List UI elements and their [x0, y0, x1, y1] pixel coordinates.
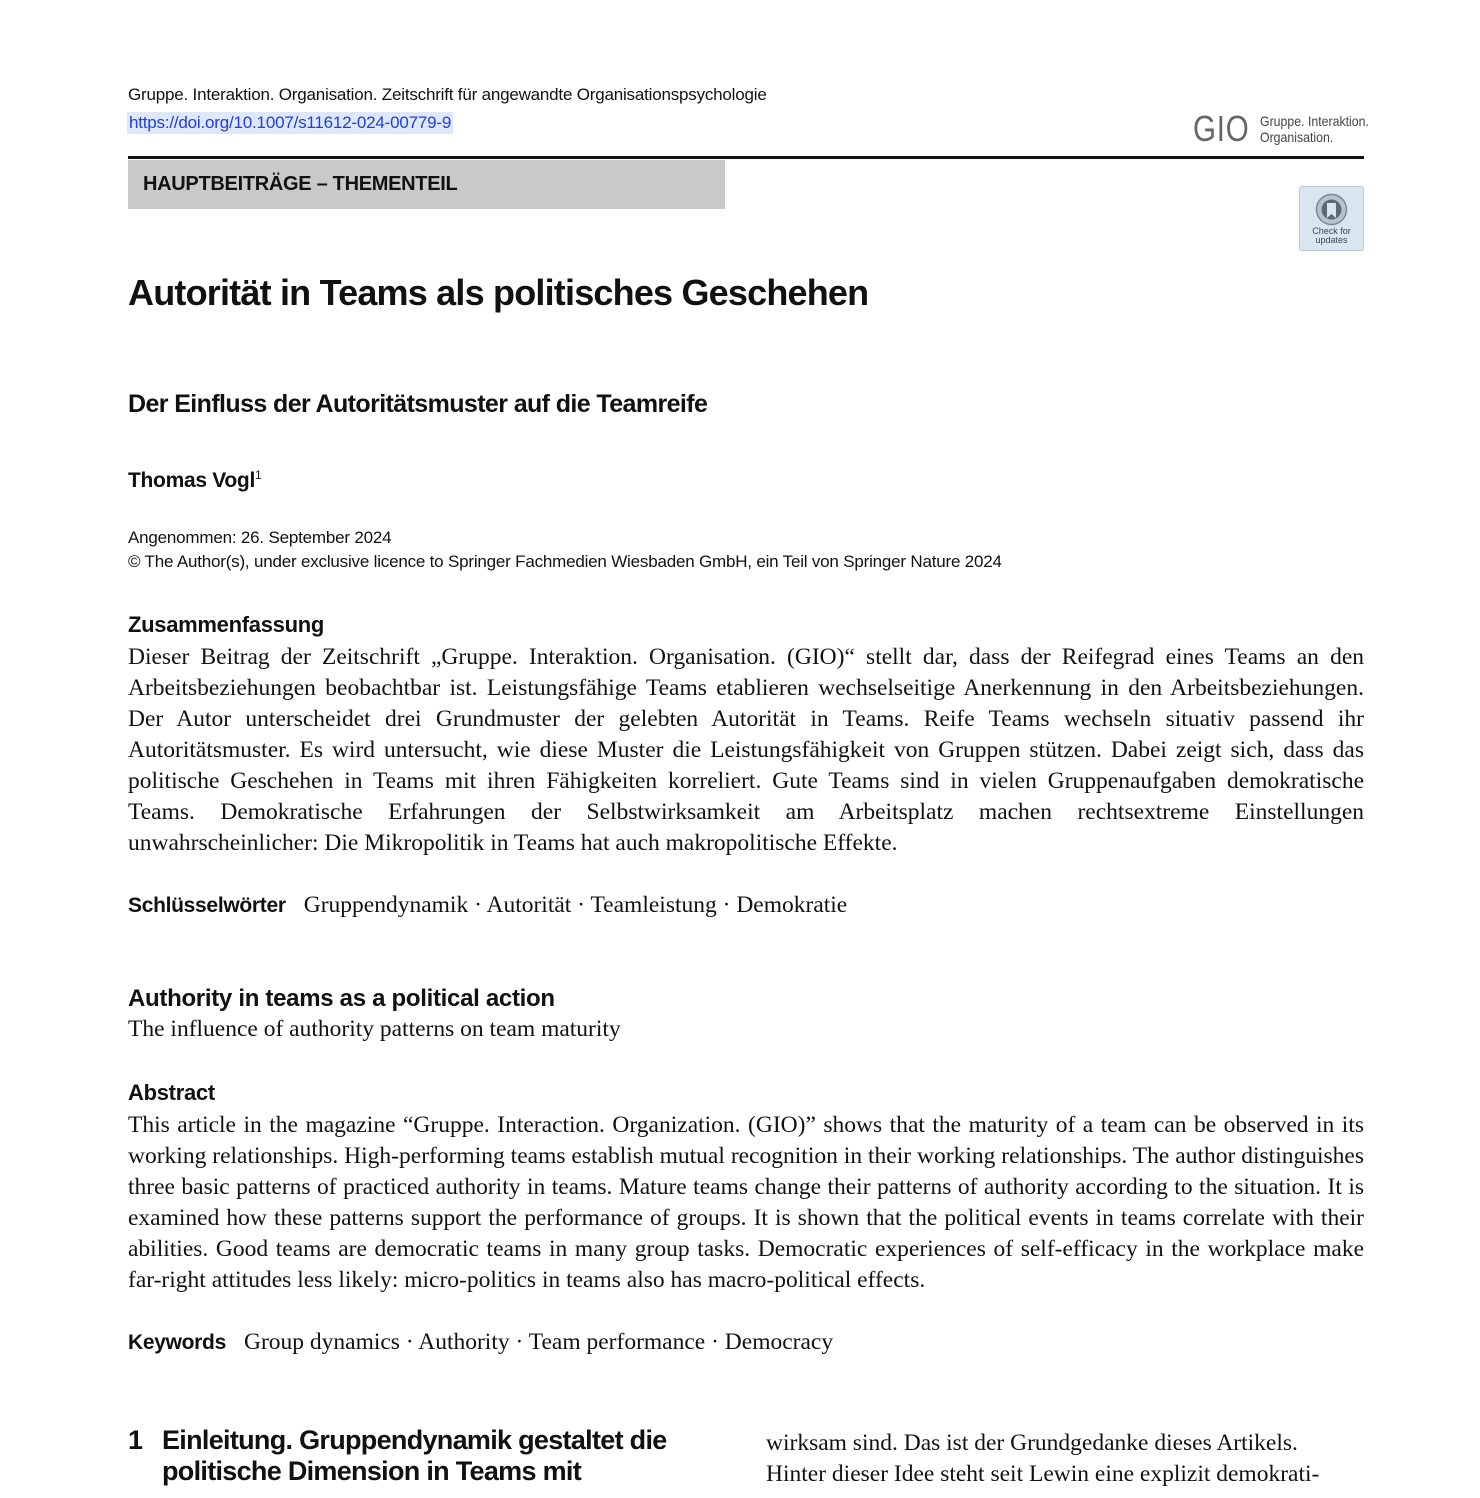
updates-icon: [1315, 193, 1348, 226]
english-keywords: [128, 1329, 833, 1356]
introduction-line-1: wirksam sind. Das ist der Grundgedanke dieses Artikels.: [766, 1430, 1298, 1456]
abstract-heading: Abstract: [128, 1080, 215, 1105]
updates-line-2: updates: [1315, 235, 1348, 245]
doi-link[interactable]: https://doi.org/10.1007/s11612-024-00779-9: [129, 113, 452, 132]
header-rule: [128, 156, 1364, 159]
logo-text: [1260, 113, 1369, 145]
author-name[interactable]: Thomas Vogl: [128, 469, 255, 492]
category-label: HAUPTBEITRÄGE – THEMENTEIL: [143, 173, 458, 195]
logo-line-2: Organisation.: [1260, 129, 1334, 145]
author-line: [128, 468, 261, 493]
check-for-updates-button[interactable]: [1299, 186, 1364, 251]
zusammenfassung-text: Dieser Beitrag der Zeitschrift „Gruppe. Interaktion. Organisation. (GIO)“ stellt dar, dass der Reifegrad eines Teams an den Arbeitsbeziehungen beobachtbar ist. Leistungsfähige Teams etablieren wechselseitige Anerkennung in den Arbeitsbeziehungen. Der Autor unterscheidet drei Grundmuster der gelebten Autorität in Teams. Reife Teams wechseln situativ passend ihr Autoritätsmuster. Es wird untersucht, wie diese Muster die Leistungsfähigkeit von Gruppen stützen. Dabei zeigt sich, dass das politische Geschehen in Teams mit ihren Fähigkeiten korreliert. Gute Teams sind in vielen Gruppenaufgaben demokratische Teams. Demokratische Erfahrungen der Selbstwirksamkeit am Arbeitsplatz machen rechtsextreme Einstellungen unwahrscheinlicher: Die Mikropolitik in Teams hat auch makropolitische Effekte.: [128, 644, 1364, 856]
logo-abbreviation: GIO: [1193, 108, 1250, 149]
english-keywords-label: Keywords: [128, 1331, 226, 1354]
german-keywords-list: Gruppendynamik · Autorität · Teamleistung · Demokratie: [303, 892, 848, 918]
english-keywords-list: Group dynamics · Authority · Team performance · Democracy: [243, 1329, 834, 1355]
german-keywords: [128, 892, 847, 919]
german-keywords-label: Schlüsselwörter: [128, 894, 286, 917]
logo-line-1: Gruppe. Interaktion.: [1260, 113, 1369, 129]
english-subtitle: The influence of authority patterns on team maturity: [128, 1016, 621, 1042]
journal-name: Gruppe. Interaktion. Organisation. Zeitschrift für angewandte Organisationspsychologie: [128, 85, 767, 104]
accepted-date: Angenommen: 26. September 2024: [128, 528, 392, 547]
copyright-notice: © The Author(s), under exclusive licence to Springer Fachmedien Wiesbaden GmbH, ein Teil von Springer Nature 2024: [128, 552, 1002, 571]
updates-label: [1300, 227, 1363, 245]
introduction-text: [766, 1428, 1364, 1490]
abstract-text: This article in the magazine “Gruppe. Interaction. Organization. (GIO)” shows that the maturity of a team can be observed in its working relationships. High-performing teams establish mutual recognition in their working relationships. The author distinguishes three basic patterns of practiced authority in teams. Mature teams change their patterns of authority according to the situation. It is examined how these patterns support the performance of groups. It is shown that the political events in teams correlate with their abilities. Good teams are democratic teams in many group tasks. Democratic experiences of self-efficacy in the workplace make far-right attitudes less likely: micro-politics in teams also has macro-political effects.: [128, 1112, 1364, 1293]
category-bar: [128, 160, 725, 209]
article-title: Autorität in Teams als politisches Geschehen: [128, 272, 869, 313]
author-affiliation-mark[interactable]: 1: [255, 468, 262, 482]
journal-logo: [1193, 108, 1384, 149]
article-subtitle: Der Einfluss der Autoritätsmuster auf die Teamreife: [128, 390, 708, 418]
section-title: Einleitung. Gruppendynamik gestaltet die politische Dimension in Teams mit: [162, 1425, 667, 1486]
introduction-line-2: Hinter dieser Idee steht seit Lewin eine explizit demokrati-: [766, 1461, 1320, 1487]
updates-line-1: Check for: [1312, 226, 1351, 236]
english-title: Authority in teams as a political action: [128, 985, 555, 1012]
zusammenfassung-heading: Zusammenfassung: [128, 612, 324, 637]
section-number: 1: [128, 1425, 143, 1455]
introduction-heading: [128, 1425, 762, 1487]
